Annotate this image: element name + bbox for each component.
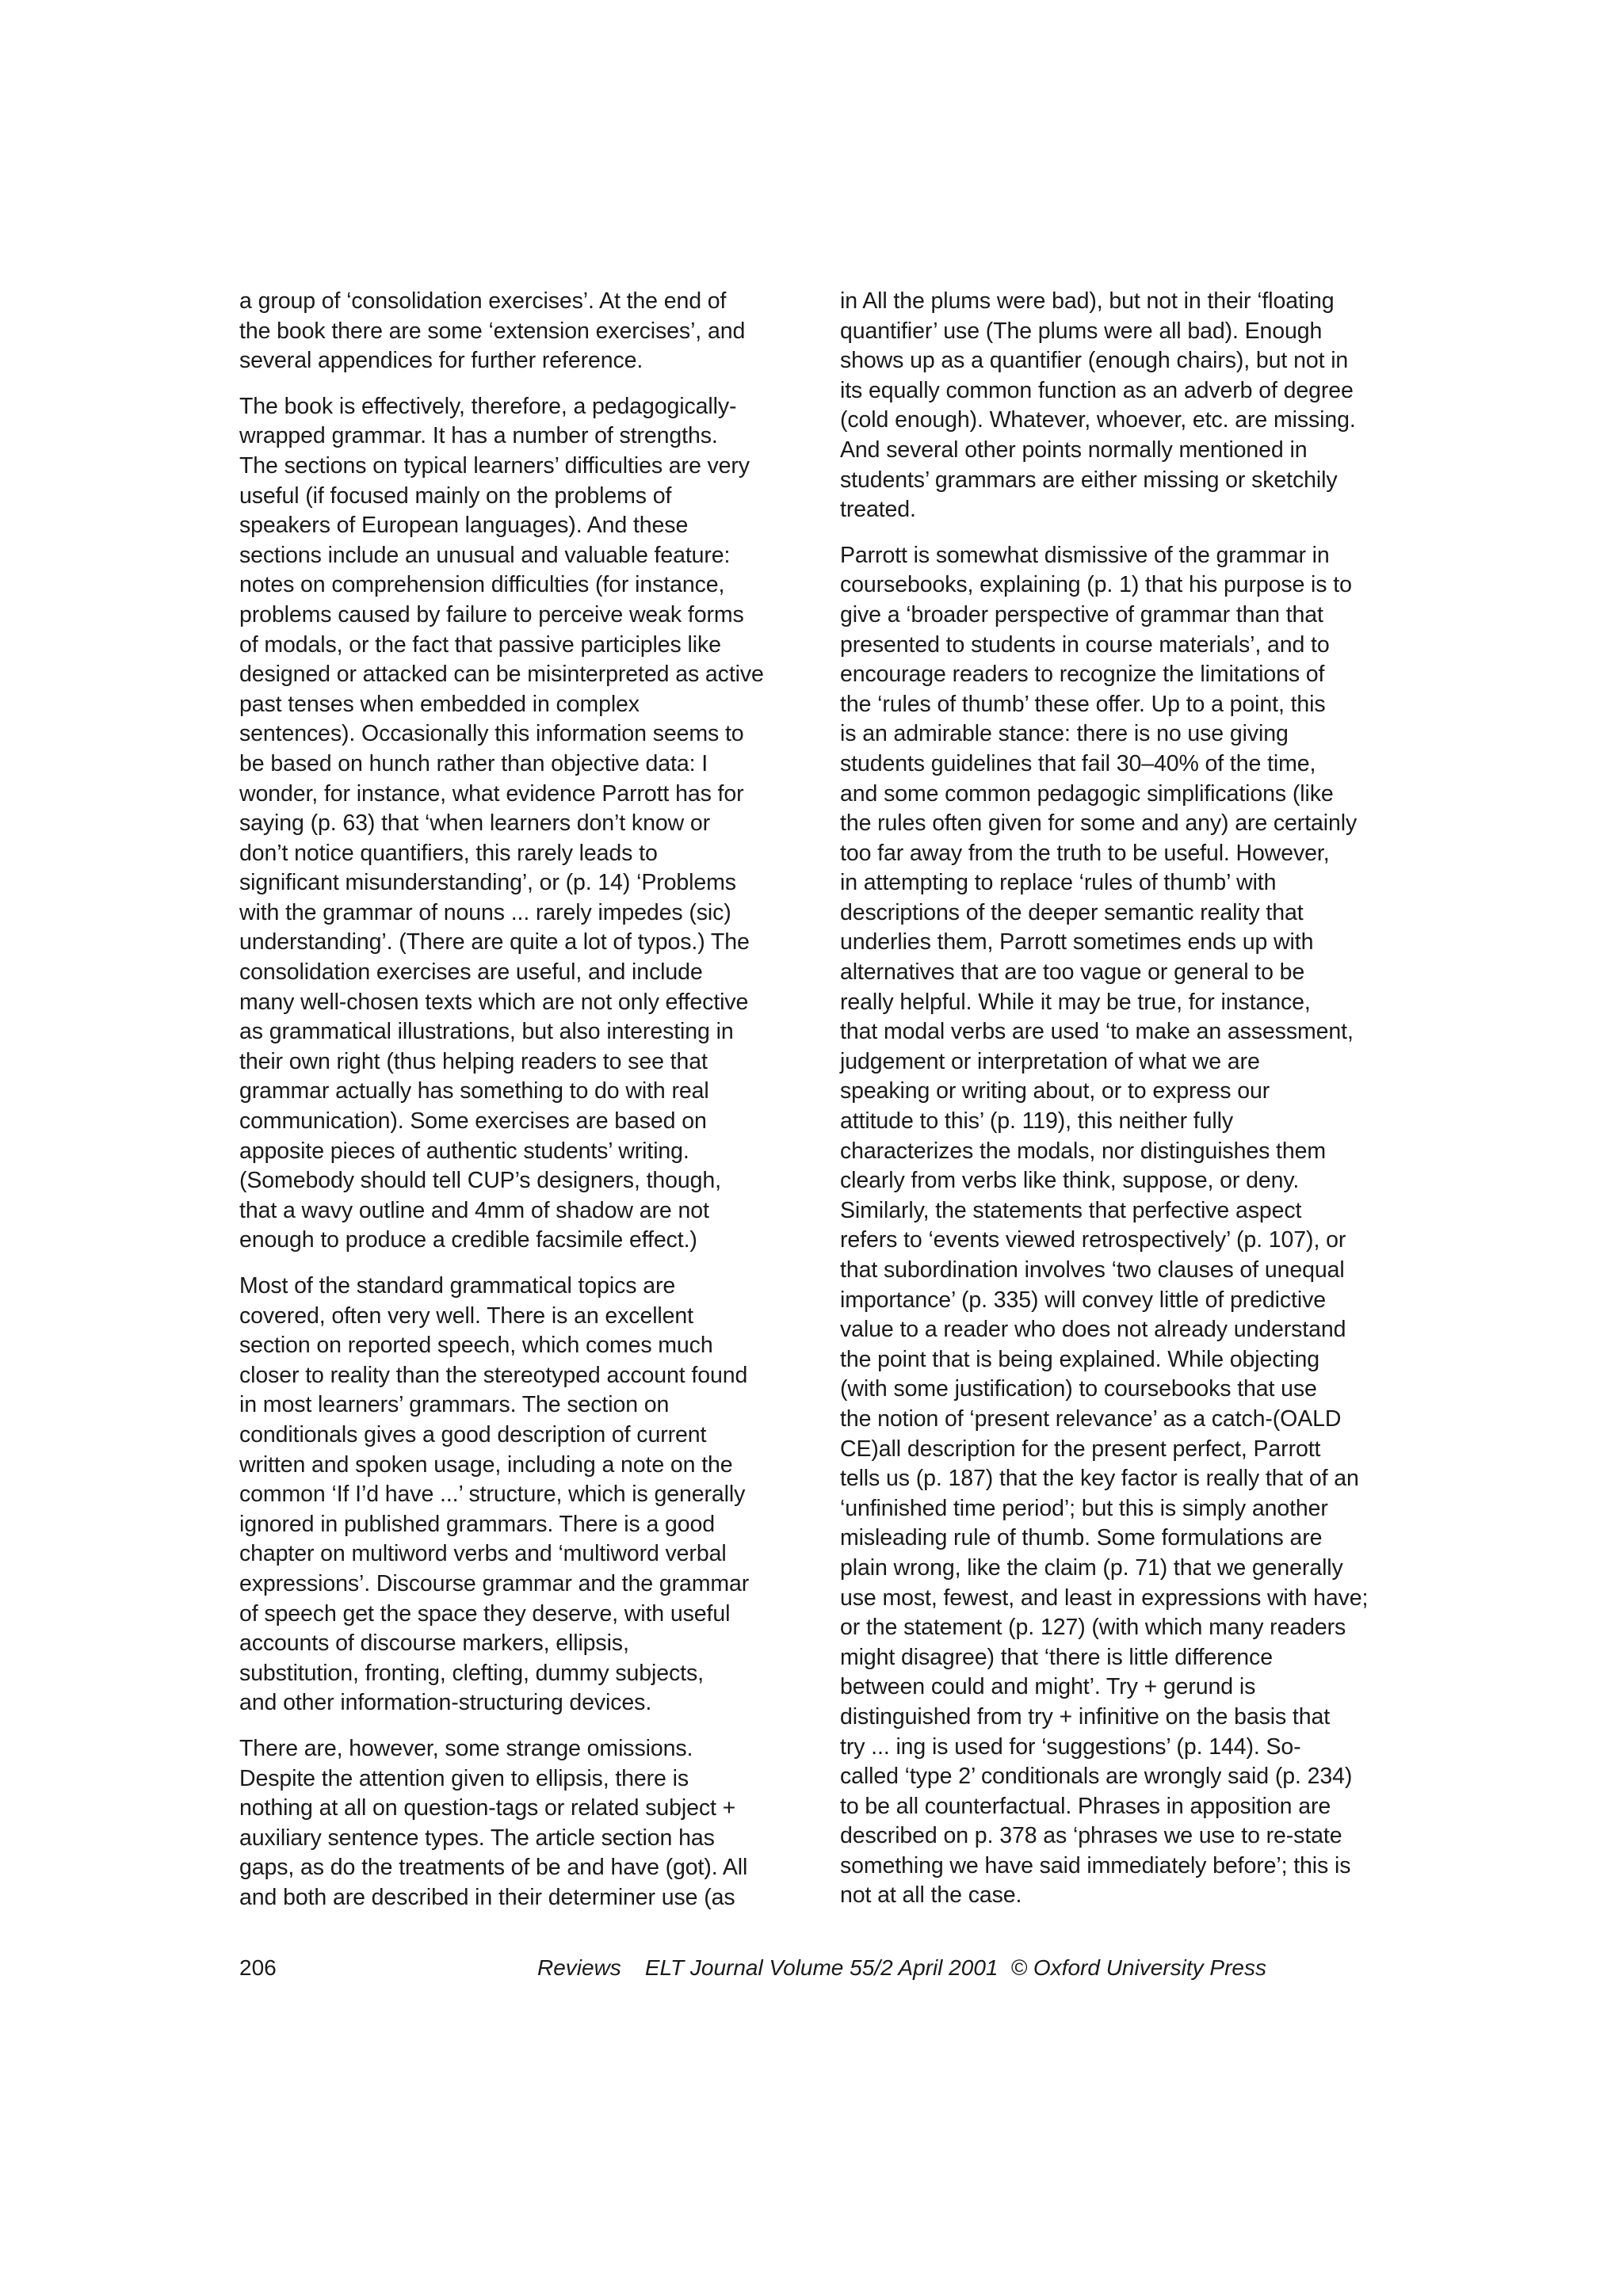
text-line: might disagree) that ‘there is little difference	[840, 1644, 1273, 1670]
text-line: try ... ing is used for ‘suggestions’ (p. 144). So-	[840, 1733, 1301, 1760]
text-line: encourage readers to recognize the limitations of	[840, 662, 1325, 688]
text-line: value to a reader who does not already understand	[840, 1317, 1346, 1343]
text-line: and some common pedagogic simplifications (like	[840, 780, 1334, 807]
footer-section: Reviews	[537, 1955, 621, 1980]
text-line: gaps, as do the treatments of be and have (got). All	[239, 1855, 748, 1881]
text-line: called ‘type 2’ conditionals are wrongly said (p. 234)	[840, 1764, 1353, 1790]
text-line: shows up as a quantifier (enough chairs), but not in	[840, 348, 1349, 374]
text-line: that subordination involves ‘two clauses of unequal	[840, 1257, 1345, 1283]
text-line: the rules often given for some and any) are certainly	[840, 810, 1358, 837]
text-line: wrapped grammar. It has a number of strengths.	[239, 423, 718, 449]
text-line: designed or attacked can be misinterpreted as active	[239, 662, 764, 688]
text-line: give a ‘broader perspective of grammar than that	[840, 601, 1323, 627]
text-line: students guidelines that fail 30–40% of the time,	[840, 750, 1316, 776]
text-line: speakers of European languages). And these	[239, 513, 689, 539]
text-line: characterizes the modals, nor distinguishes them	[840, 1138, 1327, 1164]
text-line: attitude to this’ (p. 119), this neither fully	[840, 1108, 1233, 1135]
text-line: nothing at all on question-tags or related subject +	[239, 1795, 736, 1821]
text-line: ‘unfinished time period’; but this is simply another	[840, 1495, 1328, 1521]
text-line: sentences). Occasionally this information seems to	[239, 721, 744, 747]
text-line: consolidation exercises are useful, and include	[239, 959, 703, 986]
text-line: distinguished from try + infinitive on the basis that	[840, 1703, 1331, 1730]
text-line: communication). Some exercises are based on	[239, 1108, 707, 1135]
paragraph	[840, 287, 1403, 525]
text-line: significant misunderstanding’, or (p. 14) ‘Problems	[239, 870, 736, 896]
text-line: useful (if focused mainly on the problems of	[239, 482, 672, 509]
paragraph	[239, 287, 804, 376]
text-line: accounts of discourse markers, ellipsis,	[239, 1630, 629, 1657]
running-footer	[537, 1952, 1266, 1984]
text-line: (Somebody should tell CUP’s designers, though,	[239, 1168, 721, 1194]
text-line: misleading rule of thumb. Some formulations are	[840, 1525, 1323, 1551]
text-line: Parrott is somewhat dismissive of the grammar in	[840, 542, 1330, 568]
text-line: CE)all description for the present perfect, Parrott	[840, 1436, 1321, 1462]
paragraph	[239, 1272, 804, 1718]
text-line: don’t notice quantifiers, this rarely leads to	[239, 840, 658, 866]
text-line: between could and might’. Try + gerund is	[840, 1674, 1256, 1700]
text-line: clearly from verbs like think, suppose, or deny.	[840, 1168, 1300, 1194]
text-line: the notion of ‘present relevance’ as a catch-(OALD	[840, 1405, 1342, 1432]
text-line: understanding’. (There are quite a lot of typos.) The	[239, 929, 750, 955]
text-line: refers to ‘events viewed retrospectively’ (p. 107), or	[840, 1227, 1346, 1253]
paragraph	[840, 541, 1403, 1911]
text-line: quantifier’ use (The plums were all bad). Enough	[840, 318, 1323, 344]
text-line: and other information-structuring devices.	[239, 1690, 652, 1716]
text-line: with the grammar of nouns ... rarely impedes (sic)	[239, 899, 731, 925]
text-line: common ‘If I’d have ...’ structure, which is generally	[239, 1482, 746, 1508]
text-line: presented to students in course materials’, and to	[840, 631, 1330, 658]
text-line: a group of ‘consolidation exercises’. At the end of	[239, 288, 727, 314]
text-line: grammar actually has something to do with real	[239, 1078, 709, 1104]
text-line: many well-chosen texts which are not only effective	[239, 989, 749, 1015]
text-line: is an admirable stance: there is no use giving	[840, 721, 1289, 747]
text-line: substitution, fronting, clefting, dummy subjects,	[239, 1660, 704, 1686]
text-line: expressions’. Discourse grammar and the grammar	[239, 1570, 750, 1596]
text-line: And several other points normally mentioned in	[840, 437, 1308, 463]
text-line: or the statement (p. 127) (with which many readers	[840, 1615, 1346, 1641]
text-line: chapter on multiword verbs and ‘multiword verbal	[239, 1541, 727, 1567]
footer-copyright: © Oxford University Press	[1010, 1955, 1266, 1980]
text-line: too far away from the truth to be useful. However,	[840, 840, 1330, 866]
text-line: Most of the standard grammatical topics are	[239, 1273, 676, 1299]
text-line: (with some justification) to coursebooks that use	[840, 1376, 1317, 1402]
text-line: treated.	[840, 497, 916, 523]
text-line: its equally common function as an adverb of degree	[840, 377, 1354, 403]
text-line: The sections on typical learners’ difficulties are very	[239, 452, 750, 479]
text-line: sections include an unusual and valuable feature:	[239, 542, 731, 568]
text-line: students’ grammars are either missing or sketchily	[840, 467, 1338, 493]
text-line: in All the plums were bad), but not in their ‘floating	[840, 288, 1335, 314]
text-line: of modals, or the fact that passive participles like	[239, 631, 721, 658]
text-line: covered, often very well. There is an excellent	[239, 1302, 693, 1329]
text-line: closer to reality than the stereotyped account found	[239, 1362, 748, 1388]
text-line: enough to produce a credible facsimile effect.)	[239, 1227, 697, 1253]
text-line: tells us (p. 187) that the key factor is really that of an	[840, 1466, 1359, 1492]
right-column	[840, 287, 1403, 1927]
text-line: the ‘rules of thumb’ these offer. Up to a point, this	[840, 691, 1326, 717]
paragraph	[239, 392, 804, 1256]
text-line: of speech get the space they deserve, with useful	[239, 1600, 731, 1627]
text-line: not at all the case.	[840, 1882, 1022, 1909]
text-line: speaking or writing about, or to express our	[840, 1078, 1270, 1104]
text-line: alternatives that are too vague or general to be	[840, 959, 1305, 986]
text-line: The book is effectively, therefore, a pedagogically-	[239, 393, 737, 419]
text-line: descriptions of the deeper semantic reality that	[840, 899, 1304, 925]
text-line: use most, fewest, and least in expressions with have;	[840, 1585, 1369, 1611]
text-line: apposite pieces of authentic students’ writing.	[239, 1138, 689, 1164]
text-line: ignored in published grammars. There is a good	[239, 1511, 716, 1537]
text-line: written and spoken usage, including a note on the	[239, 1451, 733, 1478]
text-line: plain wrong, like the claim (p. 71) that we generally	[840, 1554, 1343, 1581]
text-line: notes on comprehension difficulties (for instance,	[239, 572, 725, 598]
text-line: auxiliary sentence types. The article section has	[239, 1825, 715, 1851]
text-line: (cold enough). Whatever, whoever, etc. are missing.	[840, 407, 1356, 433]
text-line: described on p. 378 as ‘phrases we use to re-state	[840, 1823, 1342, 1849]
text-line: and both are described in their determiner use (as	[239, 1884, 735, 1910]
text-line: the book there are some ‘extension exercises’, and	[239, 318, 746, 344]
footer-journal: ELT Journal Volume 55/2 April 2001	[644, 1955, 999, 1980]
text-line: importance’ (p. 335) will convey little of predictive	[840, 1287, 1326, 1313]
text-line: really helpful. While it may be true, for instance,	[840, 989, 1311, 1015]
paragraph	[239, 1734, 804, 1913]
text-line: past tenses when embedded in complex	[239, 691, 640, 717]
text-line: that modal verbs are used ‘to make an assessment,	[840, 1019, 1354, 1045]
text-line: There are, however, some strange omissions.	[239, 1735, 693, 1761]
text-line: Despite the attention given to ellipsis, there is	[239, 1765, 689, 1791]
text-line: coursebooks, explaining (p. 1) that his purpose is to	[840, 572, 1352, 598]
text-line: something we have said immediately before’; this is	[840, 1852, 1351, 1878]
text-line: judgement or interpretation of what we are	[840, 1048, 1260, 1074]
text-line: underlies them, Parrott sometimes ends up with	[840, 929, 1314, 955]
text-line: Similarly, the statements that perfective aspect	[840, 1197, 1302, 1223]
text-line: saying (p. 63) that ‘when learners don’t know or	[239, 810, 711, 837]
text-line: their own right (thus helping readers to see that	[239, 1048, 708, 1074]
text-line: that a wavy outline and 4mm of shadow are not	[239, 1197, 709, 1223]
text-line: section on reported speech, which comes much	[239, 1333, 713, 1359]
text-line: problems caused by failure to perceive weak forms	[239, 601, 744, 627]
text-line: in attempting to replace ‘rules of thumb’ with	[840, 870, 1277, 896]
text-line: the point that is being explained. While objecting	[840, 1346, 1319, 1372]
page-number: 206	[239, 1955, 277, 1980]
text-line: to be all counterfactual. Phrases in apposition are	[840, 1793, 1331, 1819]
left-column	[239, 287, 804, 1928]
text-line: be based on hunch rather than objective data: I	[239, 750, 708, 776]
text-line: several appendices for further reference.	[239, 348, 643, 374]
text-line: in most learners’ grammars. The section on	[239, 1392, 670, 1418]
text-line: conditionals gives a good description of current	[239, 1421, 707, 1447]
text-line: as grammatical illustrations, but also interesting in	[239, 1019, 734, 1045]
text-line: wonder, for instance, what evidence Parrott has for	[239, 780, 744, 807]
